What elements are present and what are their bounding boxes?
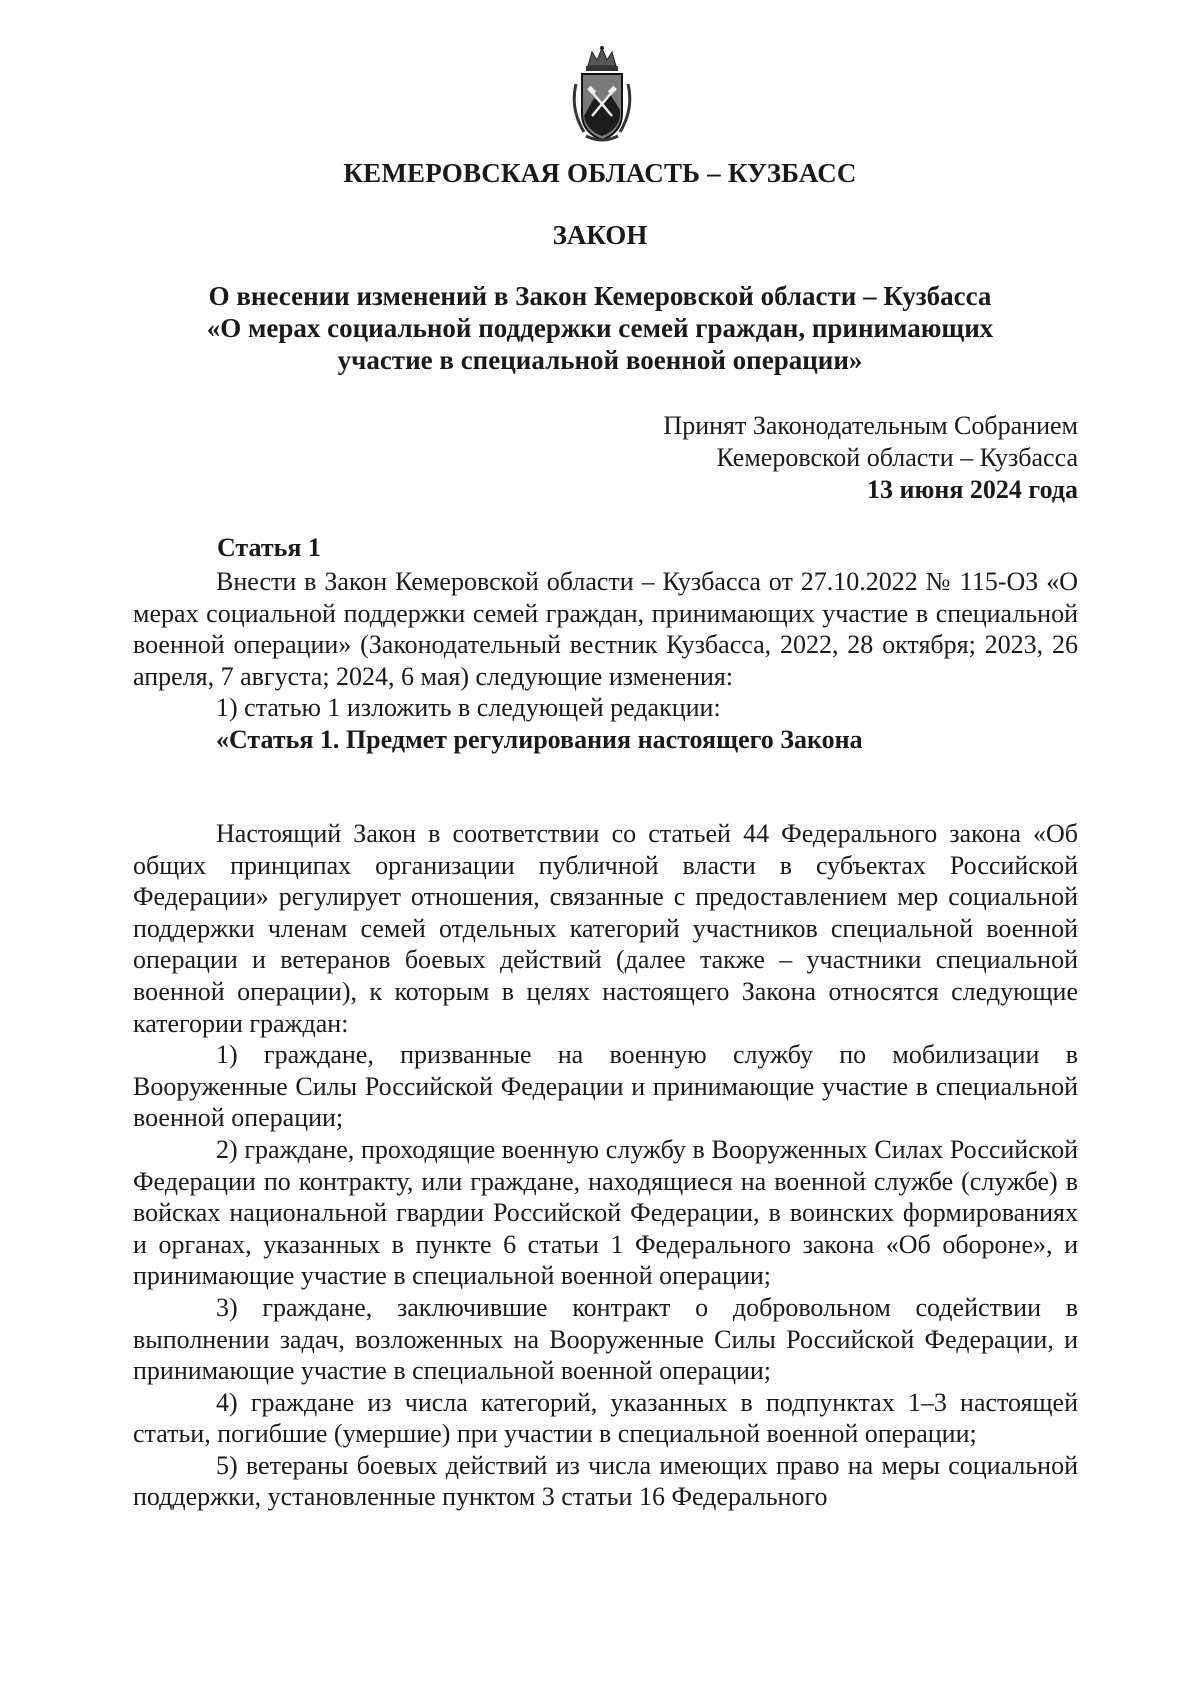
adoption-date: 13 июня 2024 года [867,475,1078,504]
article-intro-paragraph: Внести в Закон Кемеровской области – Кузбасса от 27.10.2022 № 115-ОЗ «О мерах социальной поддержки семей граждан, принимающих участие в специальной военной операции» (Законодательный вестник Кузбасса, 2022, 28 октября; 2023, 26 апреля, 7 августа; 2024, 6 мая) следующие изменения: [133,567,1078,691]
category-list-item: 5) ветераны боевых действий из числа имеющих право на меры социальной поддержки, установленные пунктом 3 статьи 16 Федерального [133,1450,1078,1512]
category-list-item: 4) граждане из числа категорий, указанных в подпунктах 1–3 настоящей статьи, погибшие (умершие) при участии в специальной военной операции; [133,1387,1078,1449]
category-list-item: 3) граждане, заключившие контракт о добровольном содействии в выполнении задач, возложенных на Вооруженные Силы Российской Федерации, и принимающие участие в специальной военной операции; [133,1292,1078,1386]
law-title [150,280,1050,376]
category-list-item: 1) граждане, призванные на военную службу по мобилизации в Вооруженные Силы Российской Федерации и принимающие участие в специальной военной операции; [133,1040,1078,1133]
category-list-item: 2) граждане, проходящие военную службу в Вооруженных Силах Российской Федерации по контракту, или граждане, находящиеся на военной службе (службе) в войсках национальной гвардии Российской Федерации, в воинских формированиях и органах, указанных в пункте 6 статьи 1 Федерального закона «Об обороне», и принимающие участие в специальной военной операции; [133,1134,1078,1291]
document-type: ЗАКОН [552,220,648,250]
region-title: КЕМЕРОВСКАЯ ОБЛАСТЬ – КУЗБАСС [343,158,857,188]
article-body-intro [133,566,1078,756]
law-title-line: «О мерах социальной поддержки семей граждан, принимающих [206,313,994,343]
main-paragraph: Настоящий Закон в соответствии со статьей 44 Федерального закона «Об общих принципах организации публичной власти в субъектах Российской Федерации» регулирует отношения, связанные с предоставлением мер социальной поддержки членам семей отдельных категорий участников специальной военной операции и ветеранов боевых действий (далее также – участники специальной военной операции), к которым в целях настоящего Закона относятся следующие категории граждан: [133,819,1078,1038]
adopted-by-region: Кемеровской области – Кузбасса [716,443,1078,472]
amendment-item: 1) статью 1 изложить в следующей редакции: [216,693,721,723]
coat-of-arms-icon [564,44,640,144]
law-title-line: участие в специальной военной операции» [337,345,863,375]
law-title-line: О внесении изменений в Закон Кемеровской области – Кузбасса [208,281,992,311]
adopted-by-line: Принят Законодательным Собранием [663,411,1078,440]
adoption-block [663,410,1078,506]
article-body-main [133,818,1078,1513]
article-heading: Статья 1 [217,533,321,562]
new-article-heading: «Статья 1. Предмет регулирования настоящего Закона [216,724,863,754]
